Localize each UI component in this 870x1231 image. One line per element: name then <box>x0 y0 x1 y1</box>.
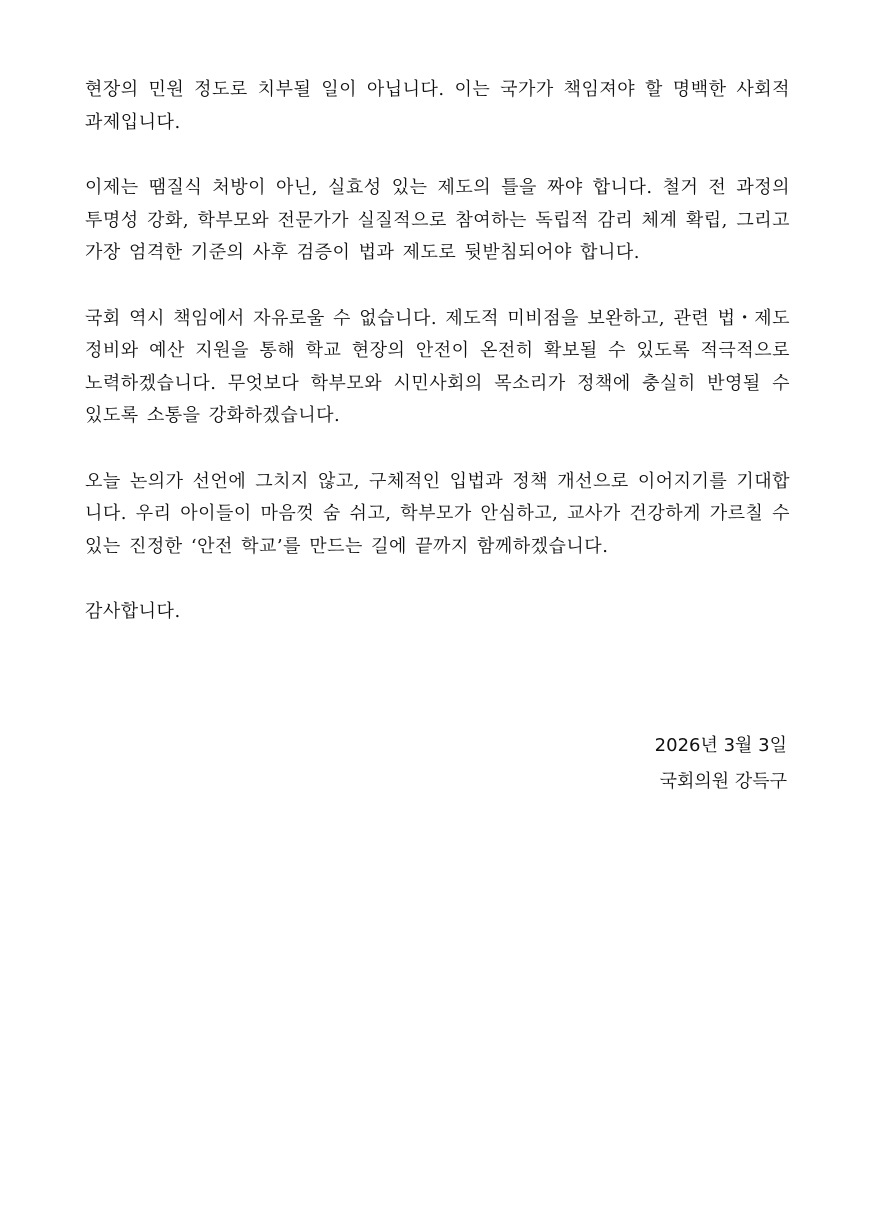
paragraph-2: 이제는 땜질식 처방이 아닌, 실효성 있는 제도의 틀을 짜야 합니다. 철거 전 과정의 투명성 강화, 학부모와 전문가가 실질적으로 참여하는 독립적 감리 체계 확립, 그리고 가장 엄격한 기준의 사후 검증이 법과 제도로 뒷받침되어야 합니다. <box>85 177 790 263</box>
signature-date: 2026년 3월 3일 <box>654 735 787 756</box>
signature-name: 국회의원 강득구 <box>659 771 787 792</box>
paragraph-4: 오늘 논의가 선언에 그치지 않고, 구체적인 입법과 정책 개선으로 이어지기를 기대합니다. 우리 아이들이 마음껏 숨 쉬고, 학부모가 안심하고, 교사가 건강하게 가르칠 수 있는 진정한 ‘안전 학교’를 만드는 길에 끝까지 함께하겠습니다. <box>85 470 790 557</box>
signature-block <box>655 728 787 800</box>
paragraph-1: 현장의 민원 정도로 치부될 일이 아닙니다. 이는 국가가 책임져야 할 명백한 사회적 과제입니다. <box>85 79 790 133</box>
closing-text: 감사합니다. <box>85 601 181 622</box>
paragraph-3: 국회 역시 책임에서 자유로울 수 없습니다. 제도적 미비점을 보완하고, 관련 법・제도 정비와 예산 지원을 통해 학교 현장의 안전이 온전히 확보될 수 있도록 적극적으로 노력하겠습니다. 무엇보다 학부모와 시민사회의 목소리가 정책에 충실히 반영될 수 있도록 소통을 강화하겠습니다. <box>85 307 790 426</box>
document-body <box>85 74 790 629</box>
